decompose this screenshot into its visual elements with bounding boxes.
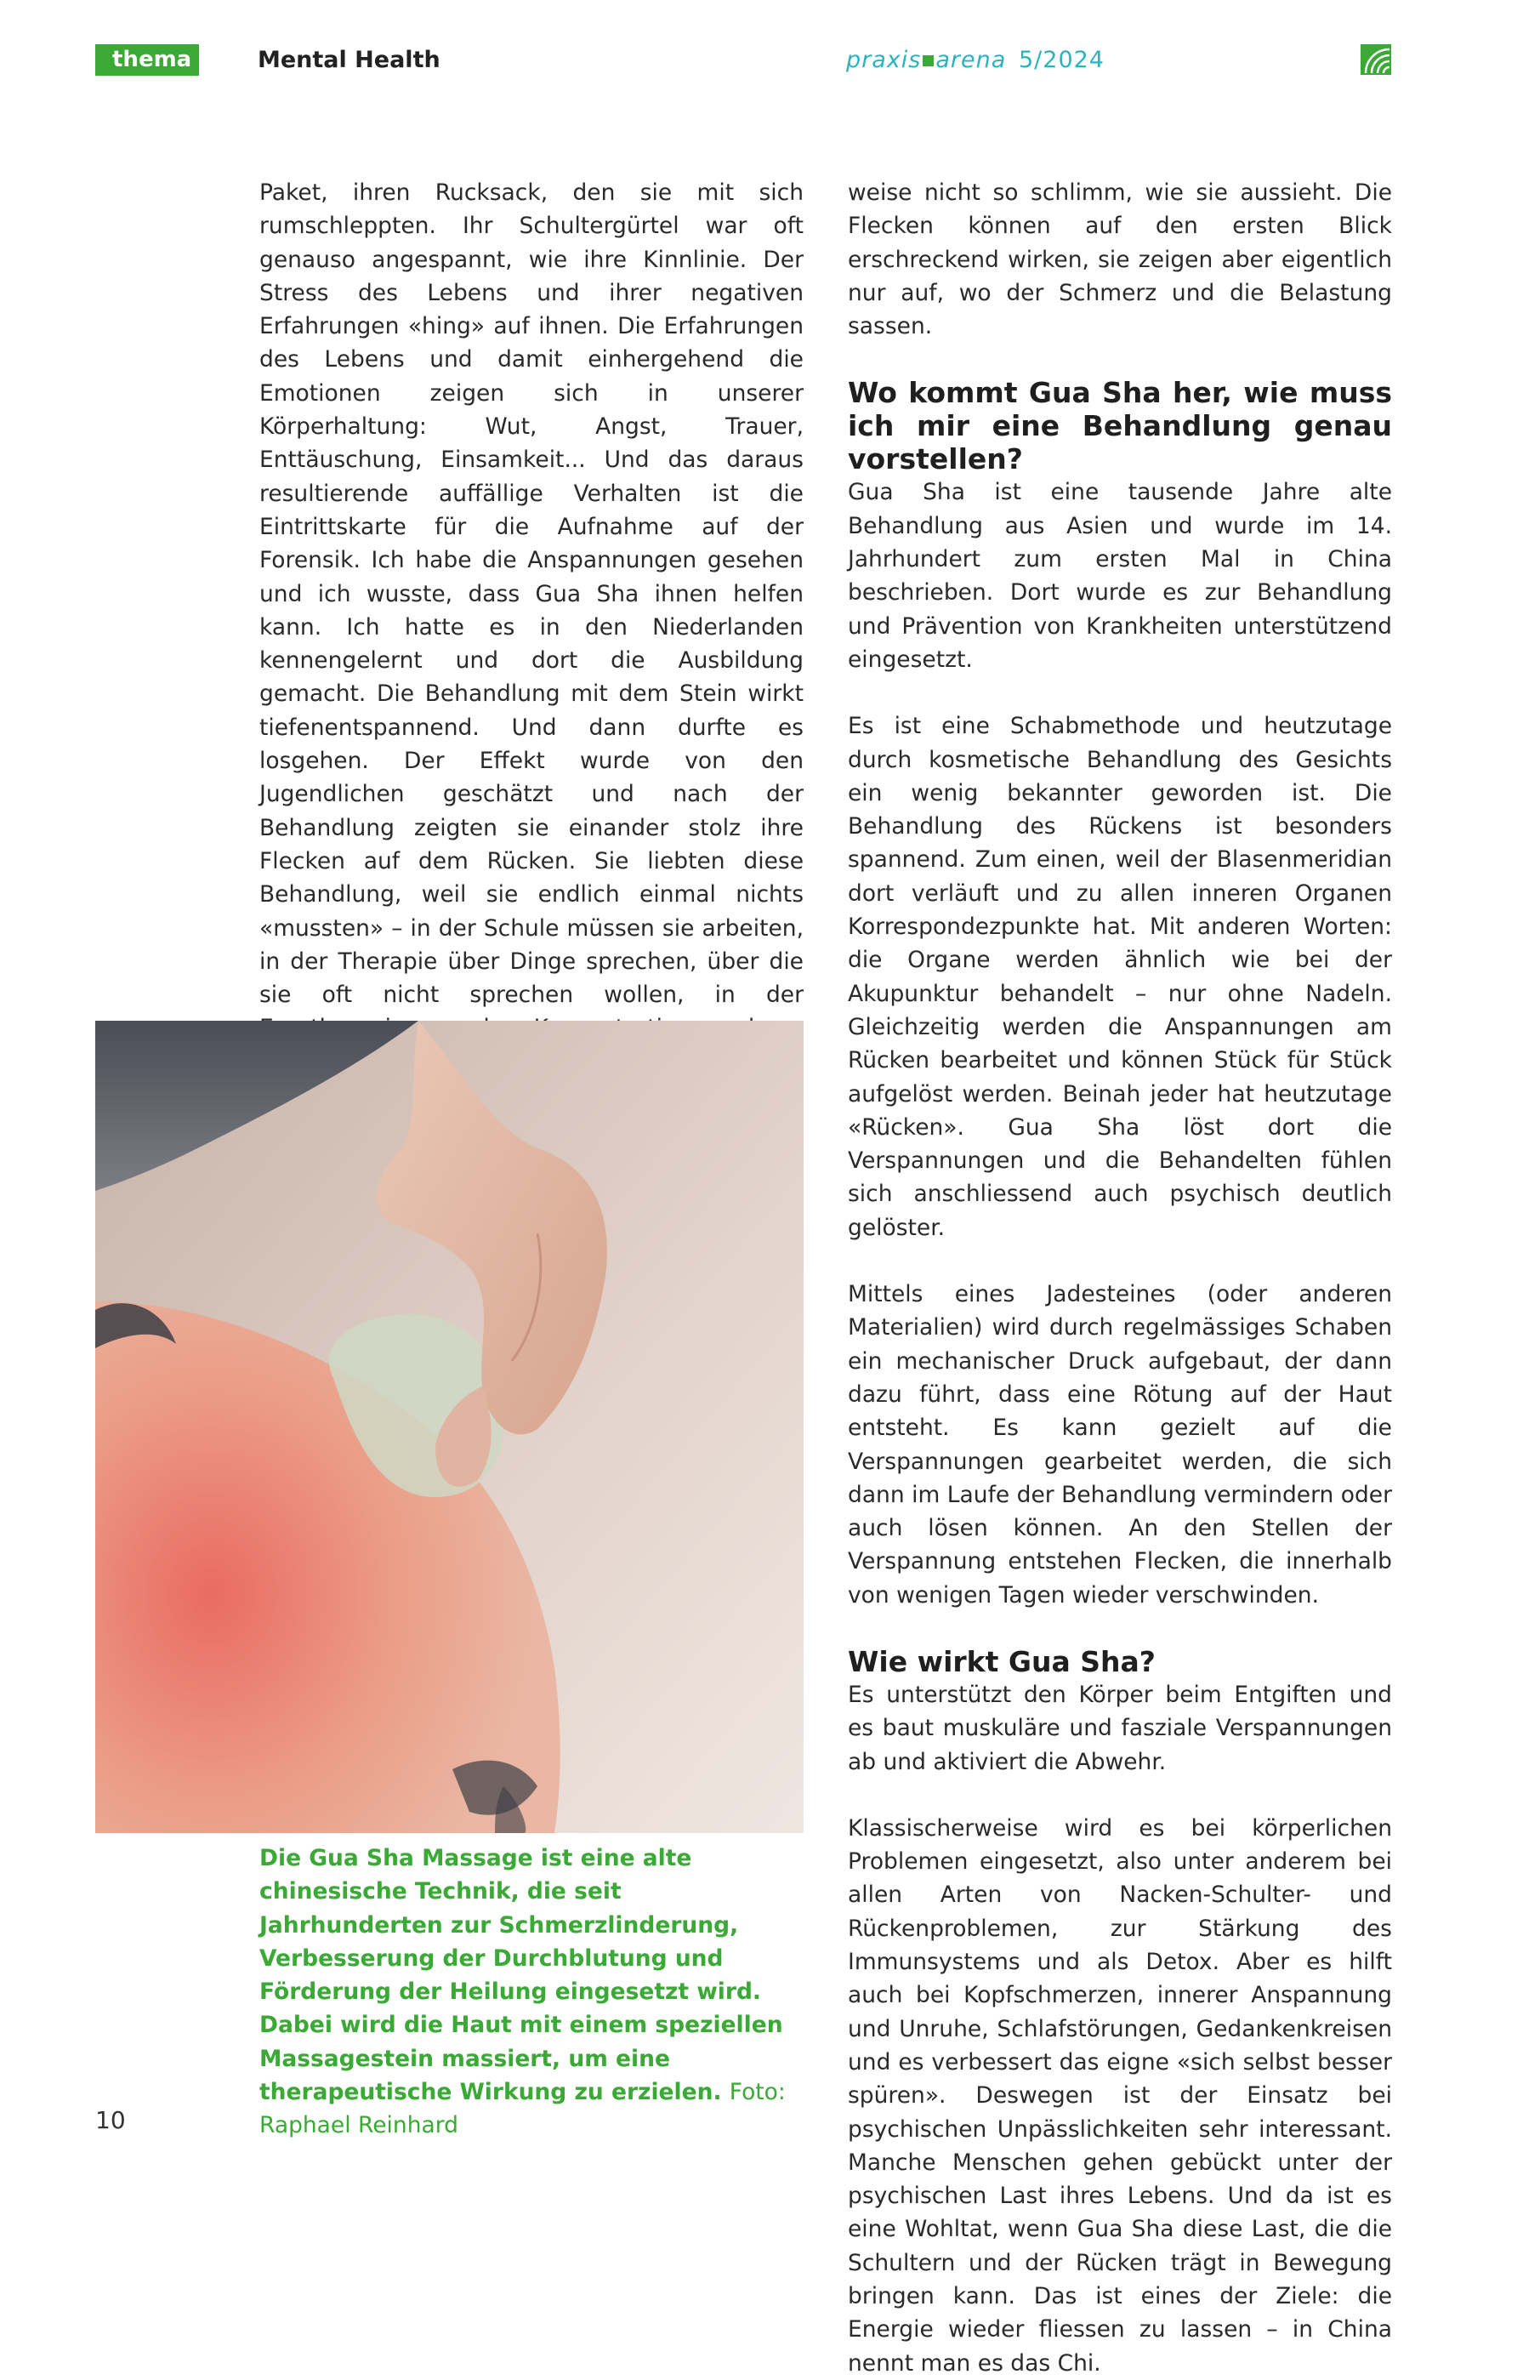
issue-number: 5/2024	[1019, 47, 1105, 73]
article-paragraph: Es ist eine Schabmethode und heutzutage durch kosmetische Behandlung des Gesichts ein wenig bekannter geworden ist. Die Behandlung des Rückens ist besonders spannend. Zum einen, weil der Blasenmeridian dort verläuft und zu allen inneren Organen Korrespondezpunkte hat. Mit anderen Worten: die Organe werden ähnlich wie bei der Akupunktur behandelt – nur ohne Nadeln. Gleichzeitig werden die Anspannungen am Rücken bearbeitet und können Stück für Stück aufgelöst werden. Beinah jeder hat heutzutage «Rücken». Gua Sha löst dort die Verspannungen und die Behandelten fühlen sich anschliessend auch psychisch deutlich gelöster.	[848, 713, 1392, 1241]
article-paragraph: Gua Sha ist eine tausende Jahre alte Behandlung aus Asien und wurde im 14. Jahrhundert zum ersten Mal in China beschrieben. Dort wurde es zur Behandlung und Prävention von Krankheiten unterstützend eingesetzt.	[848, 479, 1392, 673]
brand-part-praxis: praxis	[846, 47, 922, 73]
article-paragraph: Mittels eines Jadesteines (oder anderen Materialien) wird durch regelmässiges Schaben ein mechanischer Druck aufgebaut, der dann dazu führt, dass eine Rötung auf der Haut entsteht. Es kann gezielt auf die Verspannungen gearbeitet werden, die sich dann im Laufe der Behandlung vermindern oder auch lösen können. An den Stellen der Verspannung entstehen Flecken, die innerhalb von wenigen Tagen wieder verschwinden.	[848, 1281, 1392, 1608]
photo-caption	[259, 1842, 804, 2143]
subheading-origin: Wo kommt Gua Sha her, wie muss ich mir eine Behandlung genau vorstellen?	[848, 376, 1392, 476]
gua-sha-photo	[95, 1021, 804, 1833]
brand-square-icon	[923, 55, 934, 66]
article-right-column	[848, 176, 1392, 2380]
magazine-logo-icon	[1361, 44, 1391, 75]
article-paragraph: Paket, ihren Rucksack, den sie mit sich rumschleppten. Ihr Schultergürtel war oft genauso angespannt, wie ihre Kinnlinie. Der Stress des Lebens und ihrer negativen Erfahrungen «hing» auf ihnen. Die Erfahrungen des Lebens und damit einhergehend die Emotionen zeigen sich in unserer Körperhaltung: Wut, Angst, Trauer, Enttäuschung, Einsamkeit... Und das daraus resultierende auffällige Verhalten ist die Eintrittskarte für die Aufnahme auf der Forensik. Ich habe die Anspannungen gesehen und ich wusste, dass Gua Sha ihnen helfen kann. Ich hatte es in den Niederlanden kennengelernt und dort die Ausbildung gemacht. Die Behandlung mit dem Stein wirkt tiefenentspannend. Und dann durfte es losgehen. Der Effekt wurde von den Jugendlichen geschätzt und nach der Behandlung zeigten sie einander stolz ihre Flecken auf dem Rücken. Sie liebten diese Behandlung, weil sie endlich einmal nichts «mussten» – in der Schule müssen sie arbeiten, in der Therapie über Dinge sprechen, über die sie oft nicht sprechen wollen, in der	[259, 179, 804, 1009]
subheading-effect: Wie wirkt Gua Sha?	[848, 1644, 1156, 1678]
article-paragraph: weise nicht so schlimm, wie sie aussieht. Die Flecken können auf den ersten Blick erschreckend wirken, sie zeigen aber eigentlich nur auf, wo der Schmerz und die Belastung sassen.	[848, 179, 1392, 340]
brand-part-arena: arena	[935, 47, 1007, 73]
caption-text: Die Gua Sha Massage ist eine alte chinesische Technik, die seit Jahrhunderten zur Schmerzlinderung, Verbesserung der Durchblutung und Förderung der Heilung eingesetzt wird. Dabei wird die Haut mit einem speziellen Massagestein massiert, um eine therapeutische Wirkung zu erzielen.	[259, 1845, 783, 2106]
article-paragraph: Klassischerweise wird es bei körperlichen Problemen eingesetzt, also unter anderem bei allen Arten von Nacken-Schulter- und Rückenproblemen, zur Stärkung des Immunsystems und als Detox. Aber es hilft auch bei Kopfschmerzen, innerer Anspannung und Unruhe, Schlafstörungen, Gedankenkreisen und es verbessert das eigne «sich selbst besser spüren». Deswegen ist der Einsatz bei psychischen Unpässlichkeiten sehr interessant. Manche Menschen gehen gebückt unter der psychischen Last ihres Lebens. Und da ist es eine Wohltat, wenn Gua Sha diese Last, die die Schultern und der Rücken trägt in Bewegung bringen kann. Das ist eines der Ziele: die Energie wieder fliessen zu lassen – in China nennt man es das Chi.	[848, 1814, 1392, 2377]
article-paragraph: Es unterstützt den Körper beim Entgiften und es baut muskuläre und fasziale Verspannungen ab und aktiviert die Abwehr.	[848, 1681, 1392, 1775]
section-tag: thema	[95, 44, 199, 76]
photo-credit: Foto: Raphael Reinhard	[259, 2079, 786, 2139]
page-number: 10	[95, 2106, 126, 2134]
section-title: Mental Health	[258, 47, 440, 73]
magazine-brand	[846, 44, 1006, 76]
